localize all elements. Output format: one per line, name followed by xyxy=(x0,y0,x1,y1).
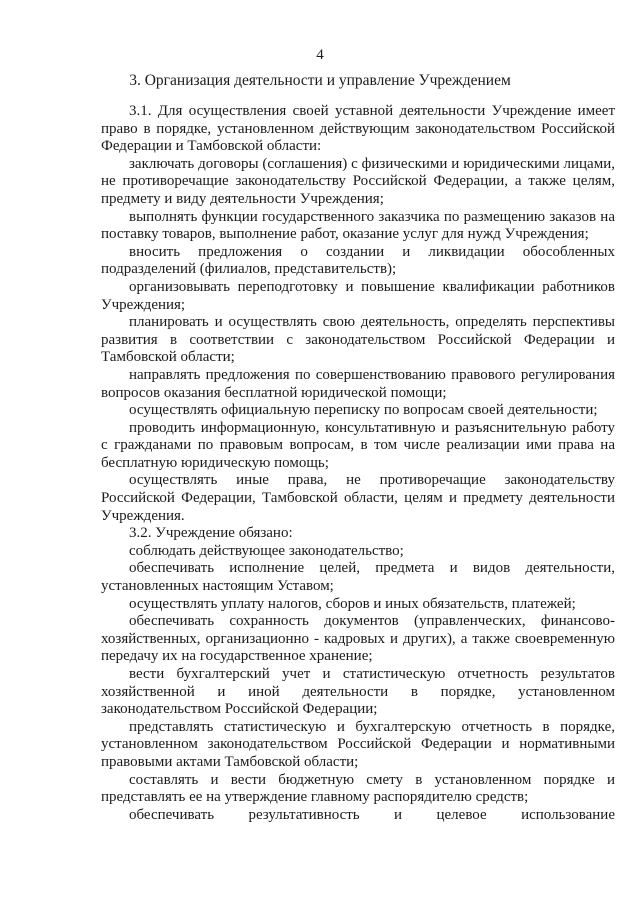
paragraph: 3.1. Для осуществления своей уставной деятельности Учреждение имеет право в порядке, установленном действующим законодательством Российской Федерации и Тамбовской области: xyxy=(101,103,615,155)
paragraph: обеспечивать исполнение целей, предмета и видов деятельности, установленных настоящим Уставом; xyxy=(101,560,615,595)
paragraph: направлять предложения по совершенствованию правового регулирования вопросов оказания бесплатной юридической помощи; xyxy=(101,366,615,401)
paragraph: заключать договоры (соглашения) с физическими и юридическими лицами, не противоречащие законодательству Российской Федерации, а также целям, предмету и виду деятельности Учреждения; xyxy=(101,155,615,207)
paragraph: осуществлять уплату налогов, сборов и иных обязательств, платежей; xyxy=(129,595,576,612)
paragraph: осуществлять официальную переписку по вопросам своей деятельности; xyxy=(129,402,598,419)
paragraph: вести бухгалтерский учет и статистическую отчетность результатов хозяйственной и иной деятельности в порядке, установленном законодательством Российской Федерации; xyxy=(101,666,615,718)
paragraph: проводить информационную, консультативную и разъяснительную работу с гражданами по правовым вопросам, в том числе реализации ими права на бесплатную юридическую помощь; xyxy=(101,419,615,471)
section-title: 3. Организация деятельности и управление Учреждением xyxy=(129,72,511,89)
paragraph: обеспечивать результативность и целевое использование xyxy=(129,806,615,823)
paragraph: 3.2. Учреждение обязано: xyxy=(129,525,293,542)
paragraph: планировать и осуществлять свою деятельность, определять перспективы развития в соответствии с законодательством Российской Федерации и Тамбовской области; xyxy=(101,314,615,366)
paragraph: представлять статистическую и бухгалтерскую отчетность в порядке, установленном законодательством Российской Федерации и нормативными правовыми актами Тамбовской области; xyxy=(101,718,615,770)
page-number: 4 xyxy=(316,47,324,63)
paragraph: осуществлять иные права, не противоречащие законодательству Российской Федерации, Тамбовской области, целям и предмету деятельности Учреждения. xyxy=(101,472,615,524)
document-body xyxy=(101,103,615,824)
paragraph: обеспечивать сохранность документов (управленческих, финансово-хозяйственных, организационно - кадровых и других), а также своевременную передачу их на государственное хранение; xyxy=(101,613,615,665)
paragraph: организовывать переподготовку и повышение квалификации работников Учреждения; xyxy=(101,278,615,313)
paragraph: соблюдать действующее законодательство; xyxy=(129,542,404,559)
paragraph: вносить предложения о создании и ликвидации обособленных подразделений (филиалов, представительств); xyxy=(101,243,615,278)
paragraph: составлять и вести бюджетную смету в установленном порядке и представлять ее на утверждение главному распорядителю средств; xyxy=(101,771,615,806)
paragraph: выполнять функции государственного заказчика по размещению заказов на поставку товаров, выполнение работ, оказание услуг для нужд Учреждения; xyxy=(101,208,615,243)
